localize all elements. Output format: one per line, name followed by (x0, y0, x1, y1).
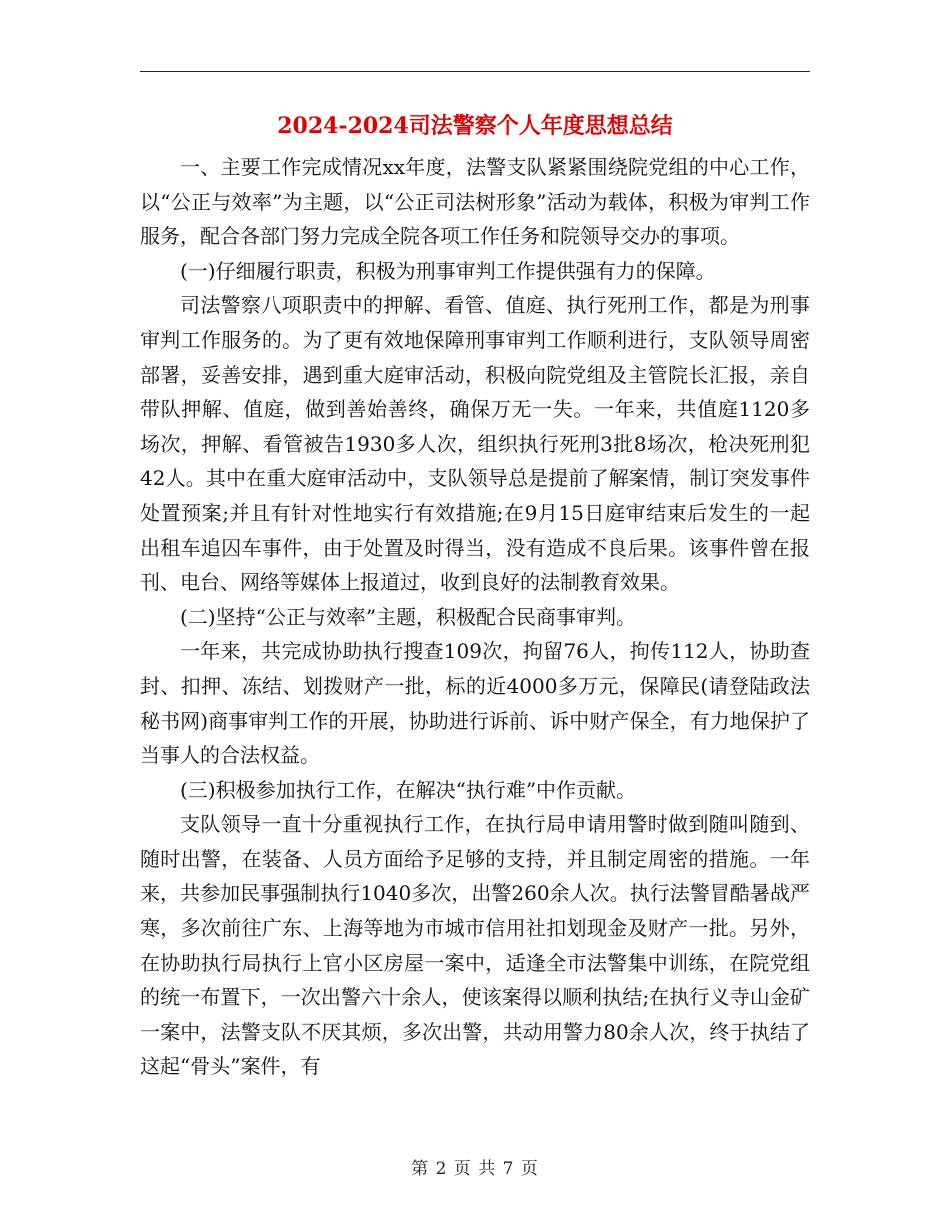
document-title: 2024-2024司法警察个人年度思想总结 (277, 113, 673, 139)
page-number-footer: 第 2 页 共 7 页 (411, 1159, 539, 1179)
paragraph-section-2-body: 一年来，共完成协助执行搜查109次，拘留76人，拘传112人，协助查封、扣押、冻结、划拨财产一批，标的近4000多万元，保障民(请登陆政法秘书网)商事审判工作的开展，协助进行诉前、诉中财产保全，有力地保护了当事人的合法权益。 (140, 639, 810, 768)
paragraph-section-1-body: 司法警察八项职责中的押解、看管、值庭、执行死刑工作，都是为刑事审判工作服务的。为了更有效地保障刑事审判工作顺利进行，支队领导周密部署，妥善安排，遇到重大庭审活动，积极向院党组及主管院长汇报，亲自带队押解、值庭，做到善始善终，确保万无一失。一年来，共值庭1120多场次，押解、看管被告1930多人次，组织执行死刑3批8场次，枪决死刑犯42人。其中在重大庭审活动中，支队领导总是提前了解案情，制订突发事件处置预案;并且有针对性地实行有效措施;在9月15日庭审结束后发生的一起出租车追囚车事件，由于处置及时得当，没有造成不良后果。该事件曾在报刊、电台、网络等媒体上报道过，收到良好的法制教育效果。 (140, 293, 810, 595)
paragraph-section-3-body: 支队领导一直十分重视执行工作，在执行局申请用警时做到随叫随到、随时出警，在装备、人员方面给予足够的支持，并且制定周密的措施。一年来，共参加民事强制执行1040多次，出警260余人次。执行法警冒酷暑战严寒，多次前往广东、上海等地为市城市信用社扣划现金及财产一批。另外，在协助执行局执行上官小区房屋一案中，适逢全市法警集中训练，在院党组的统一布置下，一次出警六十余人，使该案得以顺利执结;在执行义寺山金矿一案中，法警支队不厌其烦，多次出警，共动用警力80余人次，终于执结了这起“骨头”案件，有 (140, 812, 810, 1079)
header-rule (140, 71, 810, 72)
paragraph-section-3-heading: (三)积极参加执行工作，在解决“执行难”中作贡献。 (180, 777, 637, 802)
paragraph-section-2-heading: (二)坚持“公正与效率”主题，积极配合民商事审判。 (180, 604, 637, 629)
document-body (140, 150, 810, 1084)
paragraph-section-1-heading: (一)仔细履行职责，积极为刑事审判工作提供强有力的保障。 (180, 258, 716, 283)
paragraph-intro: 一、主要工作完成情况xx年度，法警支队紧紧围绕院党组的中心工作，以“公正与效率”为主题，以“公正司法树形象”活动为载体，积极为审判工作服务，配合各部门努力完成全院各项工作任务和院领导交办的事项。 (140, 155, 810, 249)
